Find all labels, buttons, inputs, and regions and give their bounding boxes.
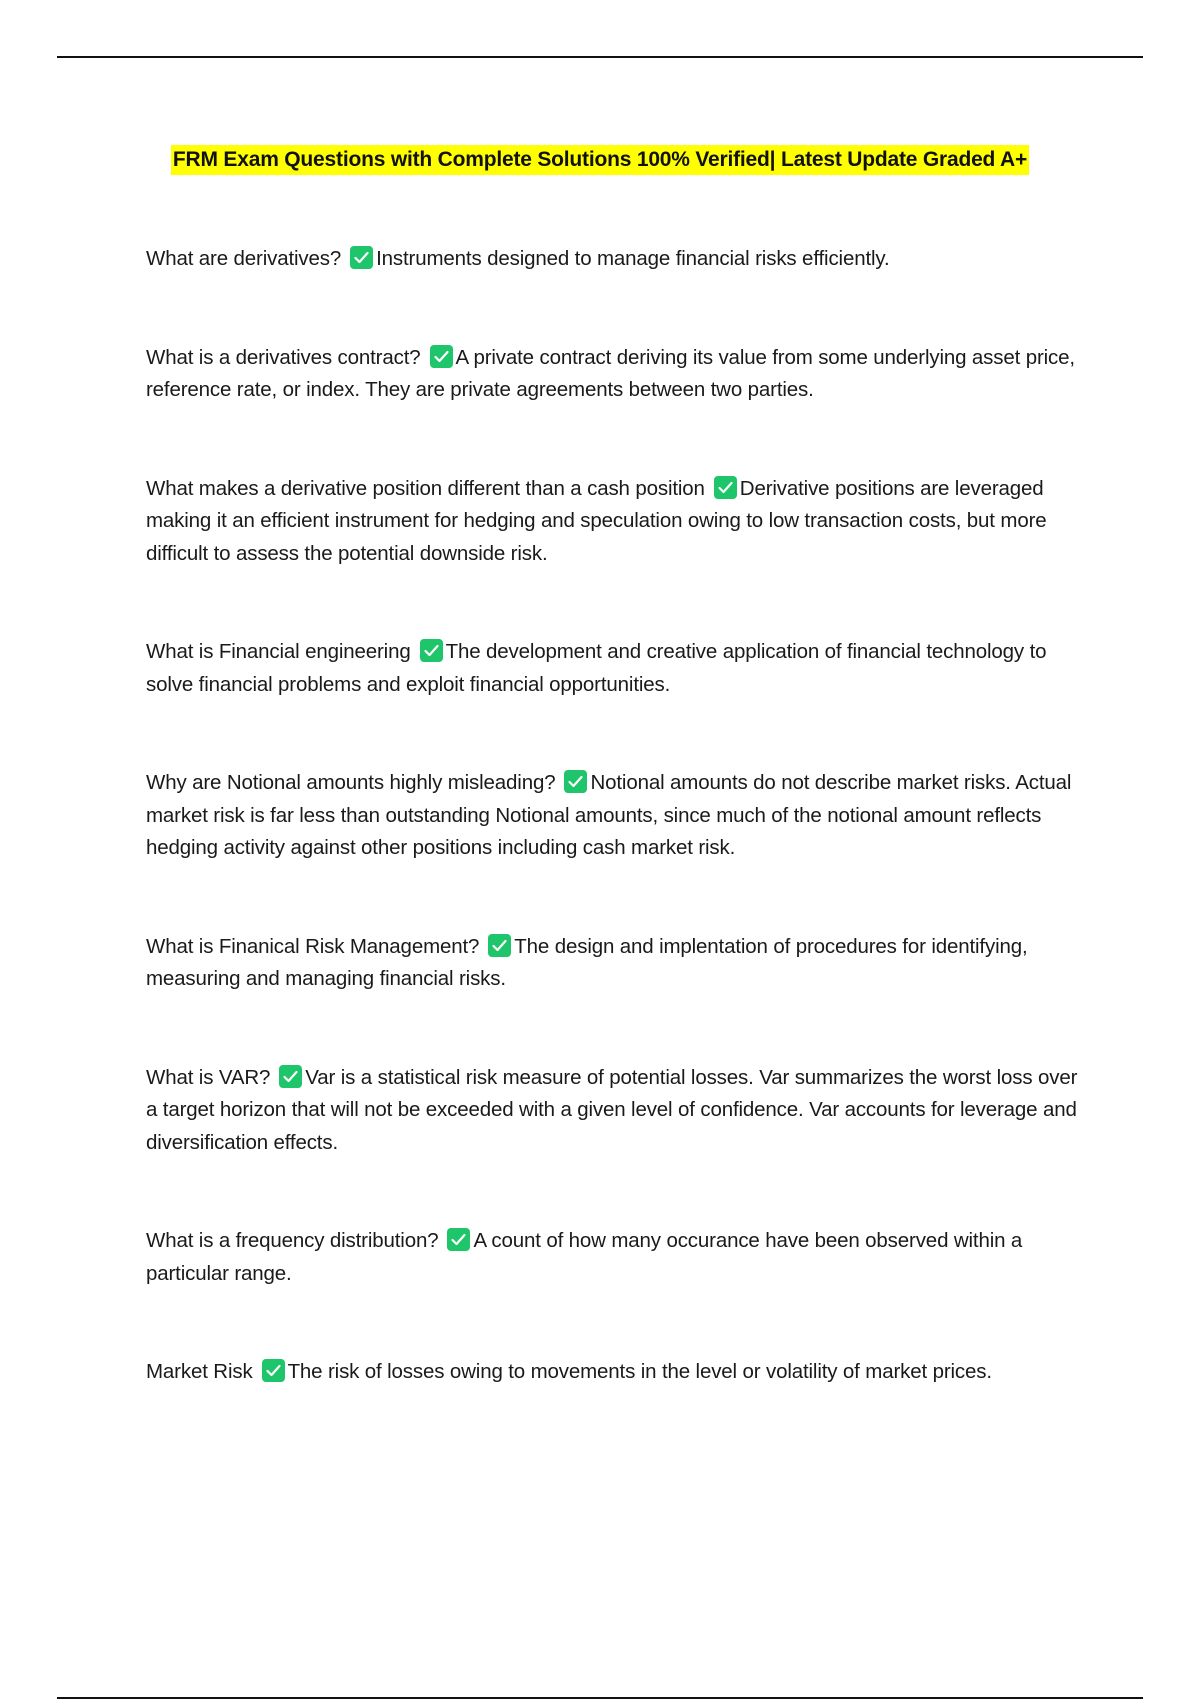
answer-text: A count of how many occurance have been observed within a particular range. xyxy=(146,1229,1023,1285)
check-mark-icon xyxy=(488,934,511,957)
answer-text: The risk of losses owing to movements in the level or volatility of market prices. xyxy=(287,1360,992,1383)
qa-item xyxy=(146,767,1092,865)
qa-item xyxy=(146,1062,1092,1160)
question-text: What are derivatives? xyxy=(146,247,342,270)
question-text: Why are Notional amounts highly misleading? xyxy=(146,771,556,794)
top-rule xyxy=(57,56,1143,58)
qa-item xyxy=(146,1225,1092,1290)
title-container xyxy=(0,145,1200,175)
qa-item xyxy=(146,243,1092,276)
check-mark-icon xyxy=(714,476,737,499)
qa-item xyxy=(146,636,1092,701)
answer-text: Derivative positions are leveraged making it an efficient instrument for hedging and speculation owing to low transaction costs, but more difficult to assess the potential downside risk. xyxy=(146,476,1047,565)
check-mark-icon xyxy=(430,345,453,368)
question-text: What is Financial engineering xyxy=(146,640,411,663)
answer-text: The development and creative application of financial technology to solve financial problems and exploit financial opportunities. xyxy=(146,640,1047,696)
answer-text: Instruments designed to manage financial risks efficiently. xyxy=(376,247,890,270)
answer-text: A private contract deriving its value from some underlying asset price, reference rate, or index. They are private agreements between two parties. xyxy=(146,345,1075,401)
answer-text: The design and implentation of procedures for identifying, measuring and managing financial risks. xyxy=(146,934,1028,990)
question-text: What is a derivatives contract? xyxy=(146,345,421,369)
qa-item xyxy=(146,1356,1092,1389)
check-mark-icon xyxy=(420,639,443,662)
document-title: FRM Exam Questions with Complete Solutions 100% Verified| Latest Update Graded A+ xyxy=(171,145,1029,175)
qa-item xyxy=(146,931,1092,996)
check-mark-icon xyxy=(262,1359,285,1382)
qa-list xyxy=(146,243,1092,1455)
question-text: What is a frequency distribution? xyxy=(146,1229,439,1252)
qa-item xyxy=(146,473,1092,571)
answer-text: Var is a statistical risk measure of potential losses. Var summarizes the worst loss over a target horizon that will not be exceeded with a given level of confidence. Var accounts for leverage and diversification effects. xyxy=(146,1065,1078,1154)
answer-text: Notional amounts do not describe market risks. Actual market risk is far less than outstanding Notional amounts, since much of the notional amount reflects hedging activity against other positions including cash market risk. xyxy=(146,771,1072,859)
check-mark-icon xyxy=(279,1065,302,1088)
question-text: What makes a derivative position different than a cash position xyxy=(146,476,705,500)
bottom-rule xyxy=(57,1697,1143,1699)
question-text: What is VAR? xyxy=(146,1065,271,1089)
check-mark-icon xyxy=(447,1228,470,1251)
qa-item xyxy=(146,342,1092,407)
question-text: Market Risk xyxy=(146,1360,253,1383)
check-mark-icon xyxy=(350,246,373,269)
check-mark-icon xyxy=(564,770,587,793)
question-text: What is Finanical Risk Management? xyxy=(146,934,480,958)
